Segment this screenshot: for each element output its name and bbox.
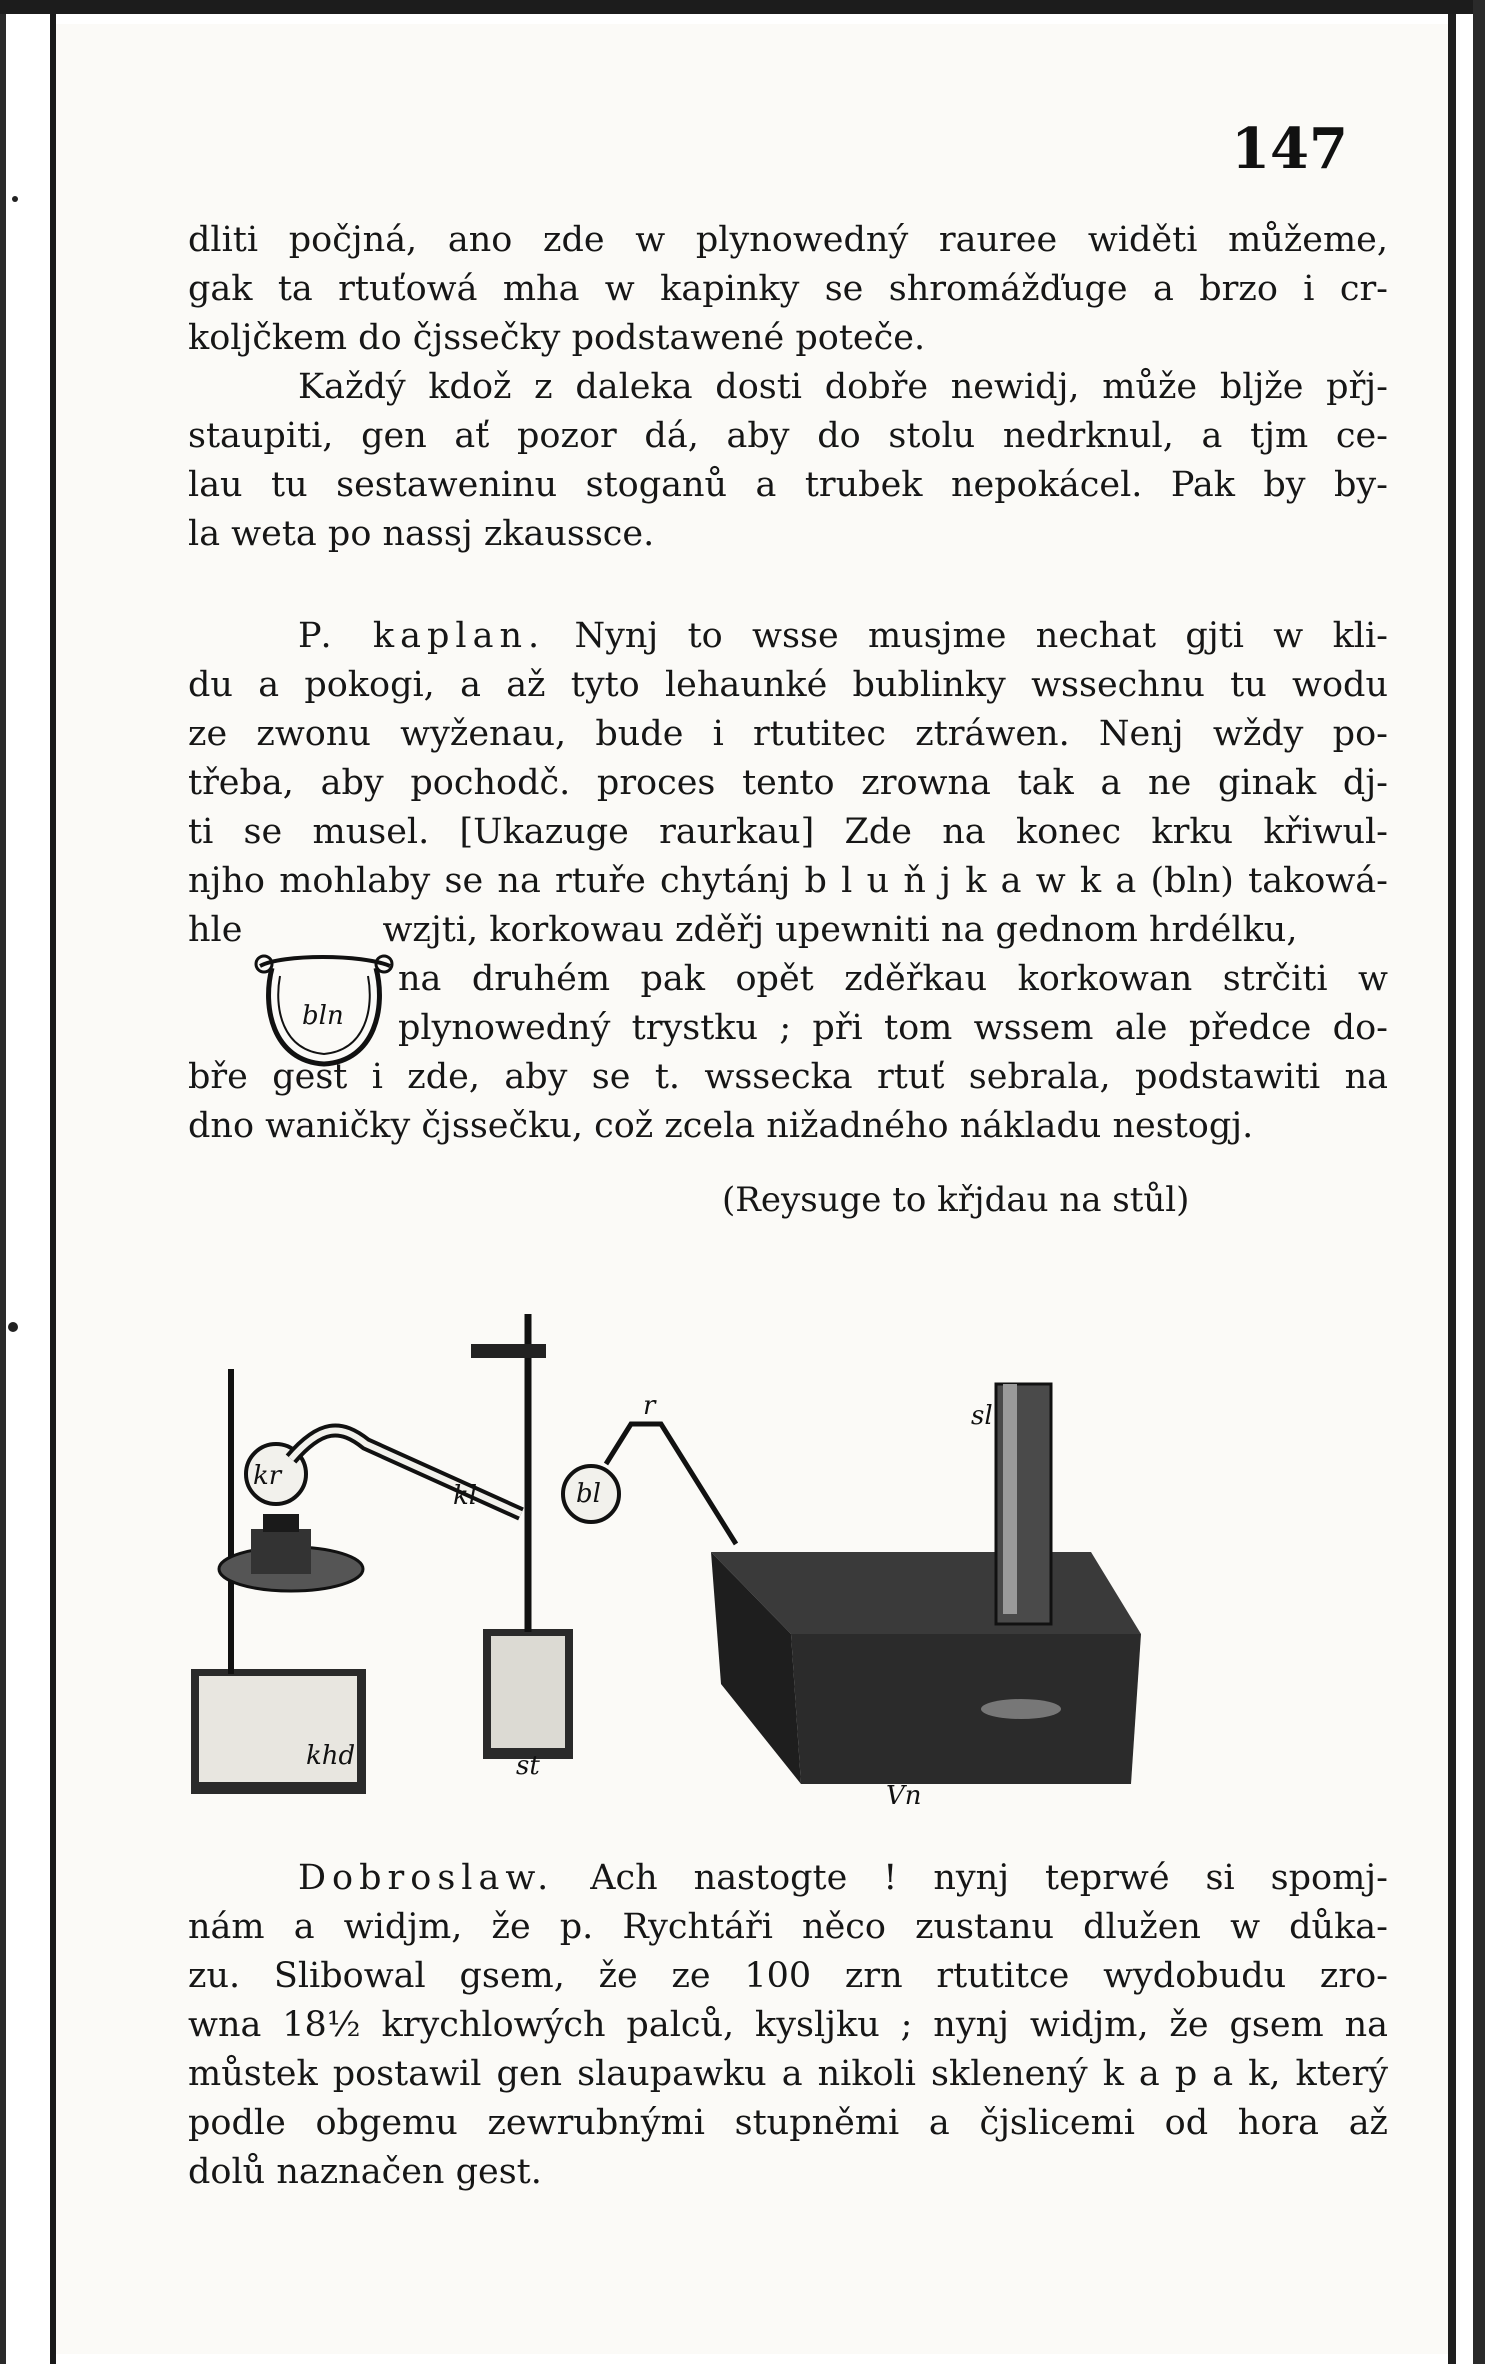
line-text: wzjti, korkowau zděřj upewniti na gednom hrdélku, xyxy=(382,910,1298,950)
line-text: Ach nastogte ! nynj teprwé si spomj- xyxy=(590,1858,1388,1898)
text-line: třeba, aby pochodč. proces tento zrowna tak a ne ginak dj- xyxy=(188,763,1388,803)
burner-cap xyxy=(263,1514,299,1532)
text-line: dno waničky čjssečku, což zcela nižadného nákladu nestogj. xyxy=(188,1106,1254,1146)
dish xyxy=(981,1699,1061,1719)
delivery-tube xyxy=(606,1424,736,1544)
label-sl: sl xyxy=(971,1401,993,1431)
scan-right-edge xyxy=(1473,0,1485,2364)
speaker-name: P. kaplan. xyxy=(298,616,546,656)
label-bl: bl xyxy=(576,1479,601,1509)
text-line: můstek postawil gen slaupawku a nikoli sklenený k a p a k, který xyxy=(188,2054,1388,2094)
page-right-border xyxy=(1448,14,1456,2364)
text-line: na druhém pak opět zděřkau korkowan strčiti w xyxy=(398,959,1388,999)
text-line xyxy=(188,1854,1388,1903)
paragraph-3 xyxy=(188,1854,1388,2197)
text-line: du a pokogi, a až tyto lehaunké bublinky wssechnu tu wodu xyxy=(188,665,1388,705)
scan-speck xyxy=(8,1322,18,1332)
scan-left-edge xyxy=(0,0,6,2364)
label-kl: kl xyxy=(453,1481,478,1511)
line-text: hle xyxy=(188,910,243,950)
text-line: plynowedný trystku ; při tom wssem ale předce do- xyxy=(398,1008,1388,1048)
text-line: ze zwonu wyženau, bude i rtutitec ztráwen. Nenj wždy po- xyxy=(188,714,1388,754)
paragraph-1 xyxy=(188,216,1388,559)
line-text: Nynj to wsse musjme nechat gjti w kli- xyxy=(574,616,1388,656)
inline-figure-label: bln xyxy=(302,1001,344,1031)
laboratory-apparatus-illustration xyxy=(191,1274,1151,1814)
label-st: st xyxy=(516,1751,540,1781)
page-number: 147 xyxy=(1231,116,1348,182)
label-khd: khd xyxy=(306,1741,356,1771)
text-line: la weta po nassj zkaussce. xyxy=(188,514,655,554)
label-r: r xyxy=(643,1391,656,1421)
text-line: dliti počjná, ano zde w plynowedný rauree widěti můžeme, xyxy=(188,220,1388,260)
text-line: lau tu sestaweninu stoganů a trubek nepokácel. Pak by by- xyxy=(188,465,1388,505)
label-kr: kr xyxy=(253,1461,282,1491)
text-line: zu. Slibowal gsem, že ze 100 zrn rtutitce wydobudu zro- xyxy=(188,1956,1388,1996)
stage-direction-caption: (Reysuge to křjdau na stůl) xyxy=(722,1180,1190,1220)
retort-inline-illustration xyxy=(252,946,397,1071)
text-line: gak ta rtuťowá mha w kapinky se shromážďuge a brzo i cr- xyxy=(188,269,1388,309)
burner-body xyxy=(251,1529,311,1574)
text-line: podle obgemu zewrubnými stupněmi a čjslicemi od hora až xyxy=(188,2103,1388,2143)
text-line: dolů naznačen gest. xyxy=(188,2152,542,2192)
speaker-name: Dobroslaw. xyxy=(298,1858,555,1898)
text-line: nám a widjm, že p. Rychtáři něco zustanu dlužen w důka- xyxy=(188,1907,1388,1947)
text-line: koljčkem do čjssečky podstawené poteče. xyxy=(188,318,926,358)
text-line: ti se musel. [Ukazuge raurkau] Zde na konec krku křiwul- xyxy=(188,812,1388,852)
text-line xyxy=(188,612,1388,661)
scan-speck xyxy=(12,196,18,202)
clamp xyxy=(471,1344,546,1358)
trough-front xyxy=(791,1634,1141,1784)
text-line: wna 18½ krychlowých palců, kysljku ; nynj widjm, že gsem na xyxy=(188,2005,1388,2045)
text-line: njho mohlaby se na rtuře chytánj b l u ň j k a w k a (bln) takowá- xyxy=(188,861,1388,901)
scan-top-edge xyxy=(0,0,1485,14)
text-line: staupiti, gen ať pozor dá, aby do stolu nedrknul, a tjm ce- xyxy=(188,416,1388,456)
text-line: bře gest i zde, aby se t. wssecka rtuť sebrala, podstawiti na xyxy=(188,1057,1388,1097)
book-page xyxy=(56,24,1448,2354)
text-line: Každý kdož z daleka dosti dobře newidj, může bljže přj- xyxy=(298,367,1388,407)
label-vn: Vn xyxy=(886,1781,922,1811)
